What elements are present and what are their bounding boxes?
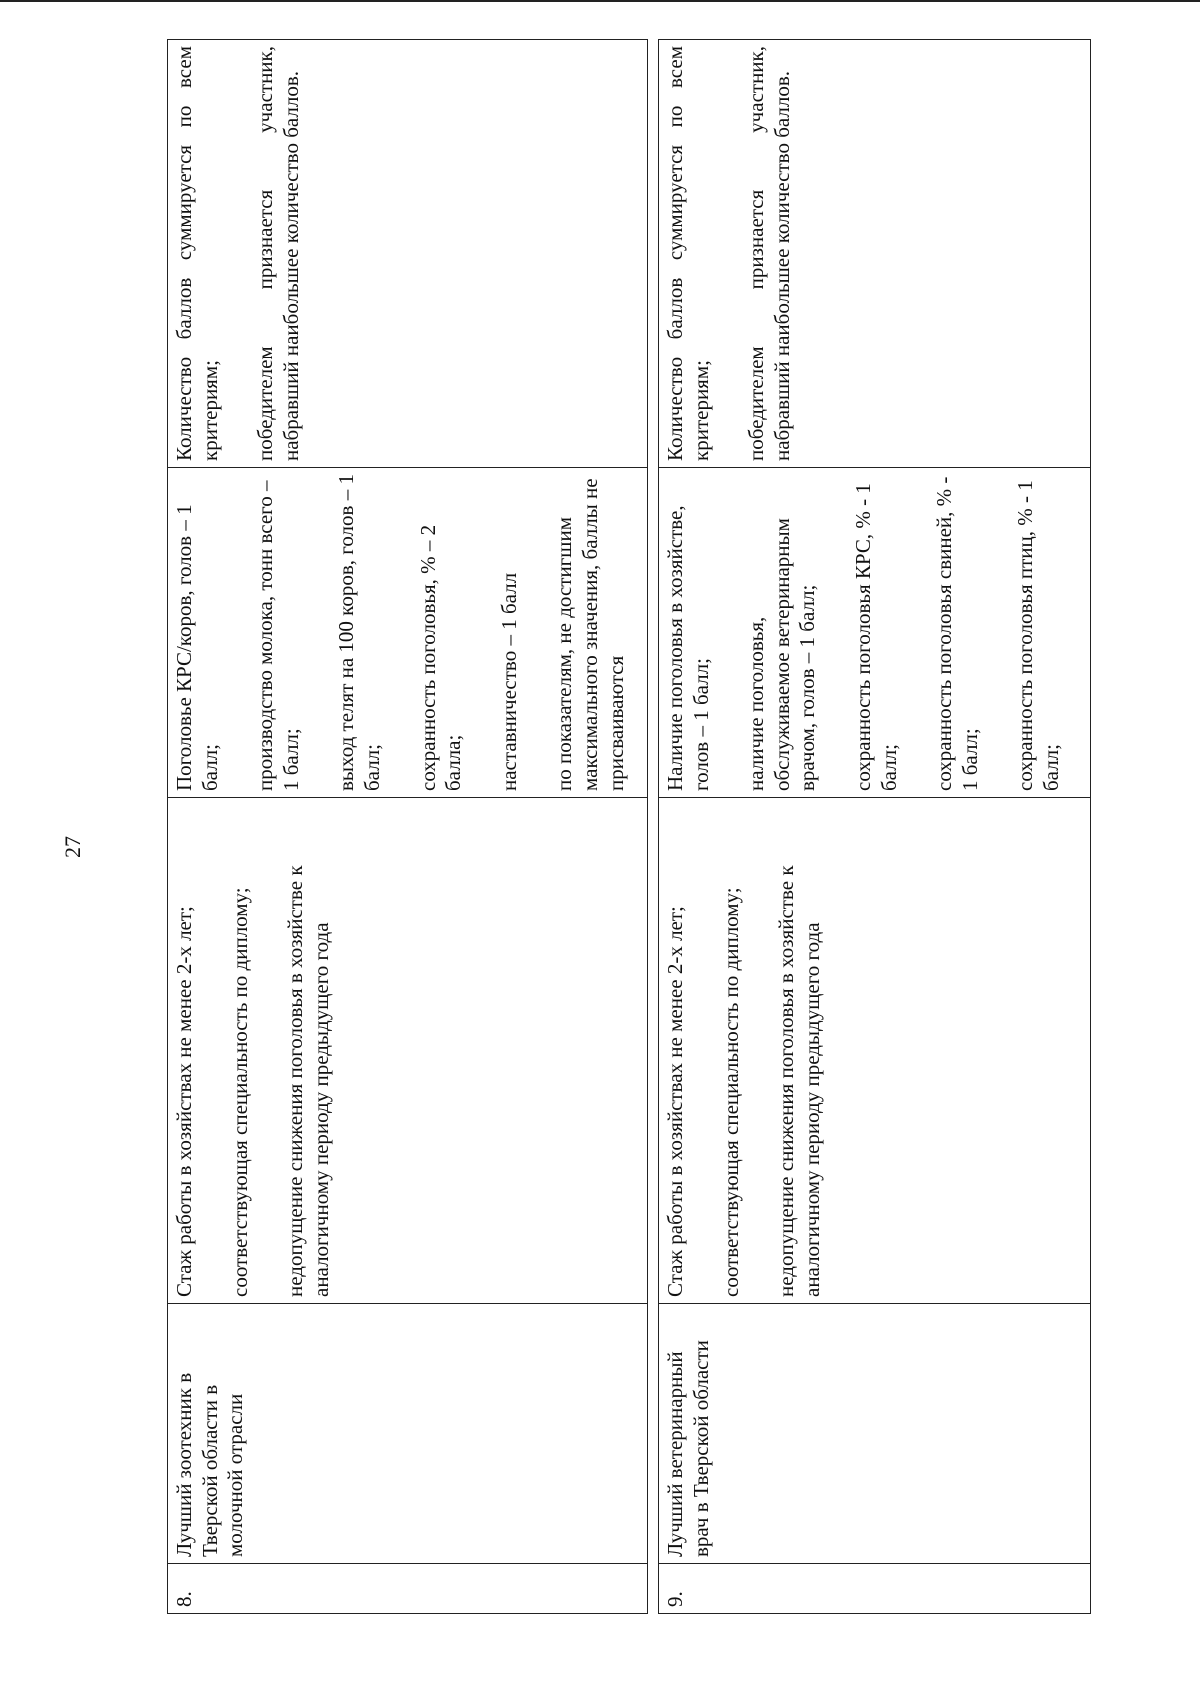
row-number: 8. (168, 1564, 648, 1614)
criteria-item: выход телят на 100 коров, голов – 1 балл; (334, 474, 385, 791)
criteria-cell (658, 468, 1090, 798)
requirement-item: недопущение снижения поголовья в хозяйстве к аналогичному периоду предыдущего года (283, 865, 333, 1297)
requirements-cell (168, 798, 648, 1304)
summary-item: Количество баллов суммируется по всем критериям; (662, 46, 713, 461)
criteria-item: сохранность поголовья КРС, % - 1 балл; (851, 483, 901, 791)
nomination-cell: Лучший зоотехник в Тверской области в молочной отрасли (168, 1304, 648, 1564)
criteria-item: Поголовье КРС/коров, голов – 1 балл; (172, 504, 222, 791)
row-gap (647, 40, 658, 1614)
requirement-item: соответствующая специальность по диплому; (718, 887, 743, 1297)
page-top-edge (0, 0, 1200, 2)
criteria-item: по показателям, не достигшим максимального значения, баллы не присваиваются (552, 478, 628, 791)
summary-cell (168, 40, 648, 468)
requirement-item: соответствующая специальность по диплому; (227, 887, 252, 1297)
page-number: 27 (60, 836, 85, 858)
criteria-item: сохранность поголовья птиц, % - 1 балл; (1013, 480, 1064, 791)
criteria-cell (168, 468, 648, 798)
requirement-item: Стаж работы в хозяйствах не менее 2-х лет; (662, 906, 687, 1297)
criteria-item: наличие поголовья, обслуживаемое ветеринарным врачом, голов – 1 балл; (744, 518, 820, 791)
row-number: 9. (658, 1564, 1090, 1614)
summary-cell (658, 40, 1090, 468)
requirements-cell (658, 798, 1090, 1304)
table-row (658, 40, 1090, 1614)
criteria-item: наставничество – 1 балл (496, 572, 521, 791)
summary-item: победителем признается участник, набравший наибольшее количество баллов. (744, 46, 794, 461)
summary-item: Количество баллов суммируется по всем критериям; (172, 46, 222, 461)
nomination-cell: Лучший ветеринарный врач в Тверской области (658, 1304, 1090, 1564)
rotated-table-wrapper (167, 40, 1091, 1614)
criteria-item: сохранность поголовья свиней, % - 1 балл; (932, 476, 982, 791)
summary-item: победителем признается участник, набравший наибольшее количество баллов. (253, 46, 303, 461)
requirement-item: недопущение снижения поголовья в хозяйстве к аналогичному периоду предыдущего года (774, 865, 824, 1297)
criteria-item: сохранность поголовья, % – 2 балла; (415, 524, 466, 791)
criteria-item: производство молока, тонн всего – 1 балл; (253, 480, 303, 791)
criteria-table (167, 39, 1091, 1614)
table-row (168, 40, 648, 1614)
requirement-item: Стаж работы в хозяйствах не менее 2-х лет; (172, 906, 196, 1297)
criteria-item: Наличие поголовья в хозяйстве, голов – 1 балл; (662, 505, 713, 791)
